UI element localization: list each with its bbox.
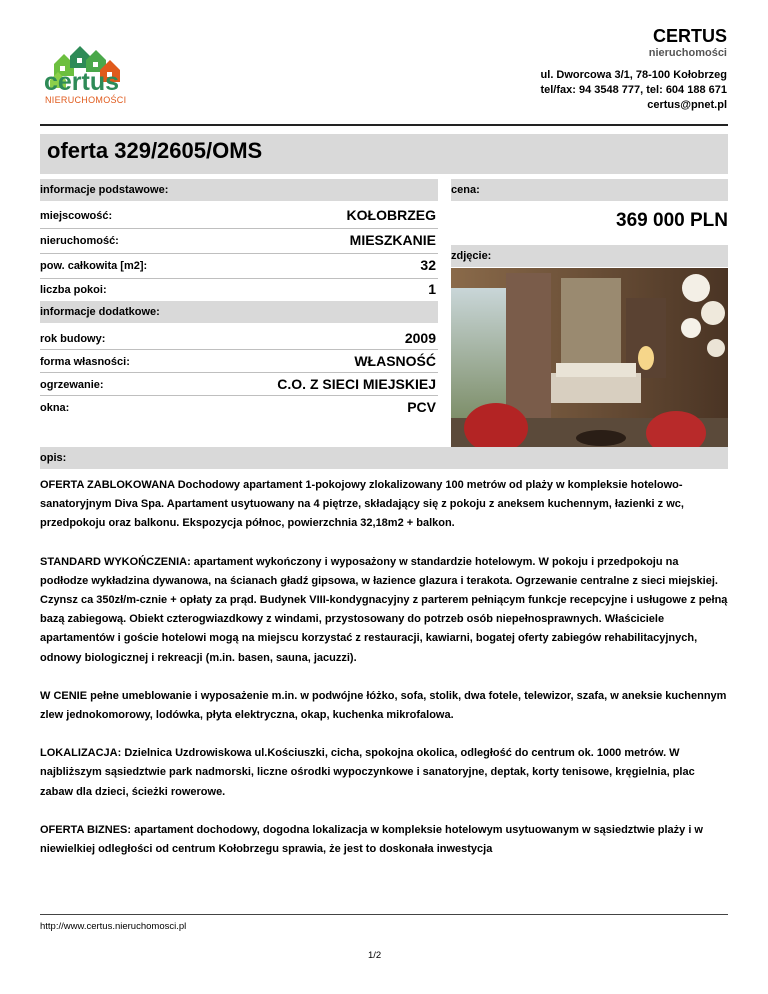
footer-url[interactable]: http://www.certus.nieruchomosci.pl [40,921,187,932]
description-paragraph: STANDARD WYKOŃCZENIA: apartament wykończony i wyposażony w standardzie hotelowym. W pokoju i przedpokoju na podłodze wykładzina dywanowa, na ścianach gładź gipsowa, w łazience glazura i terakota. Ogrzewanie centralne z sieci miejskiej. Czynsz ca 350zł/m-cznie + opłaty za prąd. Budynek VIII-kondygnacyjny z parterem pełniącym funkcje recepcyjne i usługowe z pełną bazą zabiegową. Obiekt czterogwiazdkowy z windami, przystosowany do potrzeb osób niepełnosprawnych. Właściciele apartamentów i goście hotelowi mogą na miejscu korzystać z restauracji, kawiarni, bogatej oferty zabiegów rehabilitacyjnych, odnowy biologicznej i rekreacji (m.in. basen, sauna, jacuzzi). [40,555,728,664]
price-header [451,179,728,201]
row-value-heating: C.O. Z SIECI MIEJSKIEJ [277,376,436,392]
company-email[interactable]: certus@pnet.pl [647,99,727,111]
description-header [40,447,728,469]
row-divider [40,278,438,279]
row-divider [40,395,438,396]
company-name: CERTUS [652,26,727,46]
footer-divider [40,914,728,915]
logo-wordmark: certus [44,68,120,96]
row-value-city: KOŁOBRZEG [346,207,436,223]
description-paragraph: LOKALIZACJA: Dzielnica Uzdrowiskowa ul.Kościuszki, cicha, spokojna okolica, odległość do centrum ok. 1000 metrów. W najbliższym sąsiedztwie park nadmorski, liczne ośrodki wypoczynkowe i sanatoryjne, deptak, korty tenisowe, kręgielnia, plac zabaw dla dzieci, ścieżki rowerowe. [40,747,695,798]
row-label-rooms: liczba pokoi: [40,284,107,296]
header-divider [40,124,728,126]
apartment-photo [451,268,728,463]
description-paragraph: OFERTA BIZNES: apartament dochodowy, dogodna lokalizacja w kompleksie hotelowym usytuowanym w sąsiedztwie plaży i w niewielkiej odległości od centrum Kołobrzegu sprawia, że jest to doskonała inwestycja [40,823,703,856]
company-address: ul. Dworcowa 3/1, 78-100 Kołobrzeg [540,69,727,81]
row-divider [40,253,438,254]
row-value-ownership: WŁASNOŚĆ [354,353,436,369]
row-value-windows: PCV [407,399,436,415]
basic-info-header-label: informacje podstawowe: [40,184,169,196]
company-contact [540,68,727,113]
extra-info-header-label: informacje dodatkowe: [40,306,160,318]
row-divider [40,228,438,229]
page-number: 1/2 [368,950,382,961]
extra-info-header [40,301,438,323]
photo-header-label: zdjęcie: [451,250,492,262]
row-value-area: 32 [420,257,436,273]
row-label-property: nieruchomość: [40,235,119,247]
row-label-area: pow. całkowita [m2]: [40,260,148,272]
row-value-rooms: 1 [428,281,436,297]
company-subtitle: nieruchomości [648,47,727,59]
row-label-ownership: forma własności: [40,356,130,368]
row-value-build-year: 2009 [404,330,436,346]
row-divider [40,372,438,373]
row-divider [40,349,438,350]
offer-title: oferta 329/2605/OMS [47,138,263,163]
logo-subtitle: NIERUCHOMOŚCI [45,95,127,105]
row-label-build-year: rok budowy: [40,333,106,345]
row-label-heating: ogrzewanie: [40,379,104,391]
basic-info-header [40,179,438,201]
company-phones: tel/fax: 94 3548 777, tel: 604 188 671 [540,84,727,96]
description-body [40,476,728,878]
row-value-property: MIESZKANIE [349,232,436,248]
row-label-city: miejscowość: [40,210,113,222]
price-header-label: cena: [451,184,480,196]
row-label-windows: okna: [40,402,70,414]
price-value: 369 000 PLN [616,210,728,231]
photo-header [451,245,728,267]
description-paragraph: OFERTA ZABLOKOWANA Dochodowy apartament 1-pokojowy zlokalizowany 100 metrów od plaży w kompleksie hotelowo-sanatoryjnym Diva Spa. Apartament usytuowany na 4 piętrze, składający się z pokoju z aneksem kuchennym, łazienki z wc, przedpokoju oraz balkonu. Ekspozycja północ, powierzchnia 32,18m2 + balkon. [40,479,684,530]
description-paragraph: W CENIE pełne umeblowanie i wyposażenie m.in. w podwójne łóżko, sofa, stolik, dwa fotele, telewizor, szafa, w aneksie kuchennym zlew jednokomorowy, lodówka, płyta elektryczna, okap, kuchenka mikrofalowa. [40,689,727,722]
description-header-label: opis: [40,452,67,464]
